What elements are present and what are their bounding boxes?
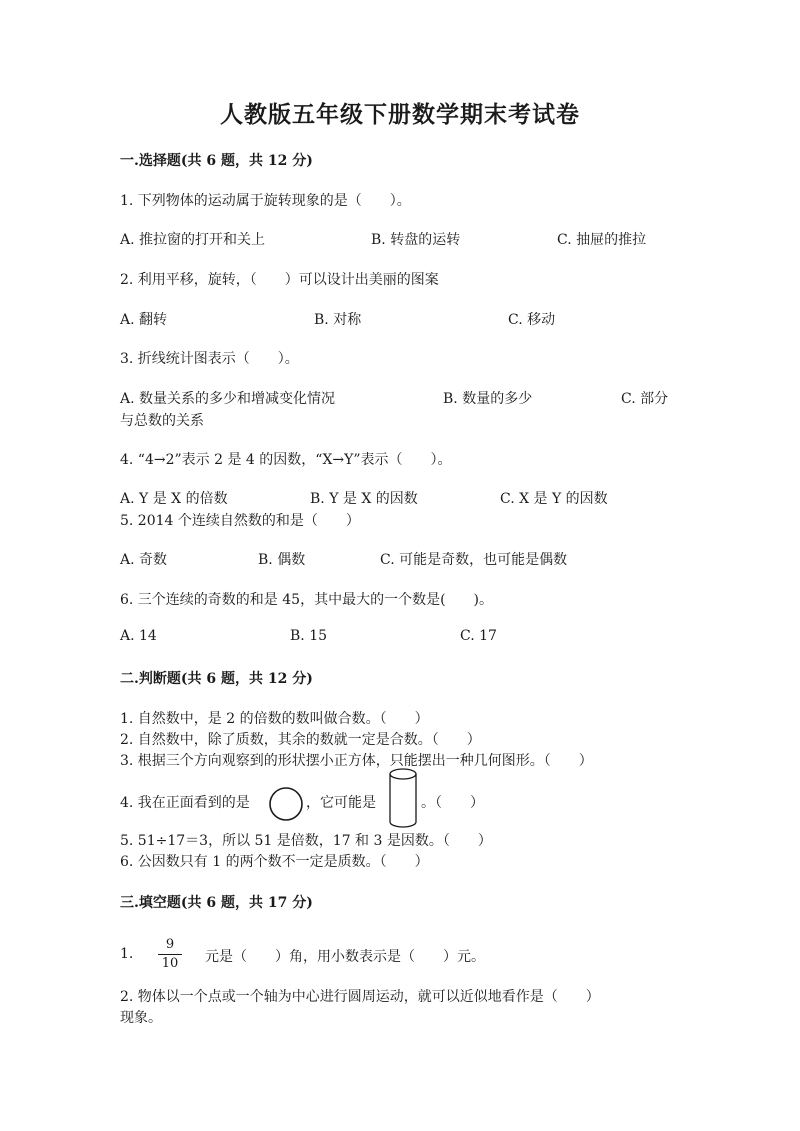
judgement-2: 2. 自然数中，除了质数，其余的数就一定是合数。（ ）: [120, 732, 481, 748]
fill-1-text: 元是（ ）角，用小数表示是（ ）元。: [205, 949, 485, 965]
question-4-stem: 4. “4→2”表示 2 是 4 的因数，“X→Y”表示（ ）。: [120, 452, 452, 468]
judgement-5: 5. 51÷17＝3，所以 51 是倍数，17 和 3 是因数。（ ）: [120, 833, 492, 849]
question-3-option-a: A. 数量关系的多少和增减变化情况: [120, 391, 336, 407]
section-heading-fill-in: 三.填空题(共 6 题，共 17 分): [120, 895, 313, 911]
question-5-option-b: B. 偶数: [258, 552, 306, 568]
fraction-nine-tenths: [158, 938, 182, 971]
question-2-option-c: C. 移动: [508, 312, 556, 328]
question-4-option-a: A. Y 是 X 的倍数: [120, 491, 228, 507]
question-3-option-b: B. 数量的多少: [443, 391, 533, 407]
question-5-option-c: C. 可能是奇数，也可能是偶数: [380, 552, 568, 568]
section-heading-choice: 一.选择题(共 6 题，共 12 分): [120, 153, 313, 169]
question-2-option-a: A. 翻转: [120, 312, 168, 328]
fraction-denominator: 10: [161, 956, 179, 971]
fill-1-number: 1.: [120, 946, 134, 962]
question-6-option-a: A. 14: [120, 628, 157, 644]
question-6-stem: 6. 三个连续的奇数的和是 45，其中最大的一个数是( )。: [120, 592, 493, 608]
question-6-option-c: C. 17: [460, 628, 497, 644]
question-1-option-b: B. 转盘的运转: [371, 232, 461, 248]
question-3-stem: 3. 折线统计图表示（ ）。: [120, 351, 299, 367]
fraction-numerator: 9: [165, 937, 175, 952]
question-3-option-c: C. 部分: [621, 391, 669, 407]
fraction-bar: [158, 954, 182, 955]
judgement-1: 1. 自然数中，是 2 的倍数的数叫做合数。（ ）: [120, 711, 429, 727]
question-3-option-c-continued: 与总数的关系: [120, 413, 204, 429]
circle-figure: [268, 786, 304, 822]
fill-2-line-2: 现象。: [120, 1010, 162, 1026]
cylinder-figure: [387, 766, 419, 830]
judgement-4-part-a: 4. 我在正面看到的是: [120, 795, 250, 811]
question-4-option-c: C. X 是 Y 的因数: [500, 491, 608, 507]
question-6-option-b: B. 15: [290, 628, 328, 644]
question-1-option-a: A. 推拉窗的打开和关上: [120, 232, 266, 248]
question-1-option-c: C. 抽屉的推拉: [557, 232, 647, 248]
page-title: 人教版五年级下册数学期末考试卷: [220, 101, 580, 128]
question-4-option-b: B. Y 是 X 的因数: [310, 491, 418, 507]
judgement-4-part-b: ，它可能是: [306, 795, 376, 811]
section-heading-judgement: 二.判断题(共 6 题，共 12 分): [120, 671, 313, 687]
question-2-option-b: B. 对称: [314, 312, 362, 328]
judgement-3: 3. 根据三个方向观察到的形状摆小正方体，只能摆出一种几何图形。（ ）: [120, 753, 593, 769]
question-5-stem: 5. 2014 个连续自然数的和是（ ）: [120, 513, 360, 529]
question-2-stem: 2. 利用平移，旋转，（ ）可以设计出美丽的图案: [120, 272, 439, 288]
judgement-6: 6. 公因数只有 1 的两个数不一定是质数。（ ）: [120, 854, 429, 870]
question-1-stem: 1. 下列物体的运动属于旋转现象的是（ ）。: [120, 193, 411, 209]
fill-2-line-1: 2. 物体以一个点或一个轴为中心进行圆周运动，就可以近似地看作是（ ）: [120, 989, 600, 1005]
question-5-option-a: A. 奇数: [120, 552, 168, 568]
judgement-4-part-c: 。（ ）: [421, 795, 484, 811]
